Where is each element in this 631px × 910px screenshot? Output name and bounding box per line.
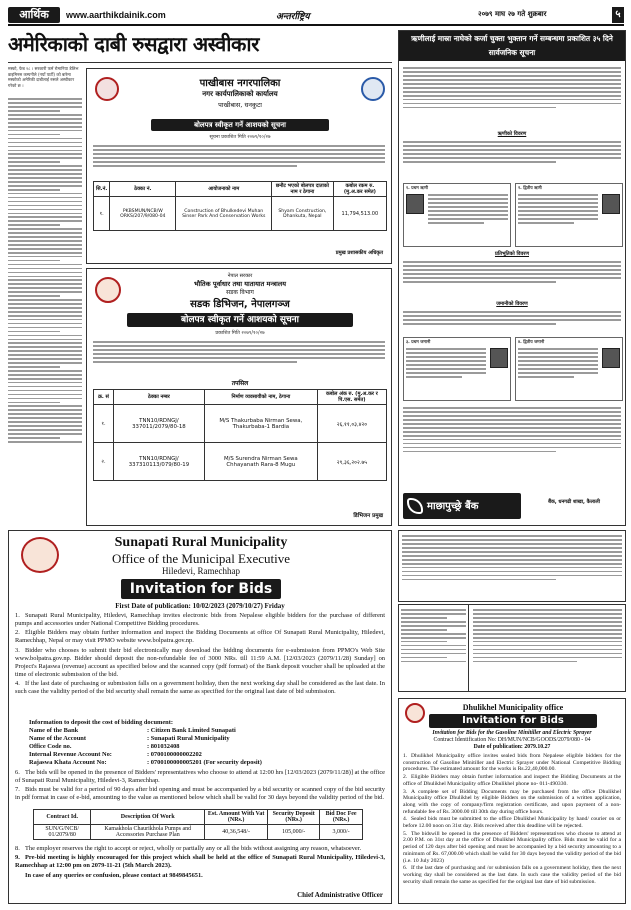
deposit-row: Office Code no. : 801032408 xyxy=(29,743,180,750)
notice-org-line: सडक डिभिजन, नेपालगञ्ज xyxy=(190,299,290,310)
schedule-label: तपसिल xyxy=(231,380,249,387)
subhead: जमानीको विवरण xyxy=(496,301,528,307)
bid-item: 9. Pre-bid meeting is highly encouraged for this project which shall be held at the office of Sunapati Rural Municipality, Hiledevi-3, Ramechhap at 12:00 pm on 2079-11-21 (5th March 2023). xyxy=(15,854,385,870)
person-photo xyxy=(602,194,620,214)
table-row: १. PKBSMUN/NCB/W ORKS/207/9/080-04 Construction of Bhulkedevi Muhan Sinser Park And Conservation Works Shyam Construction, Dhankuta, Nepal 11,794,513.00 xyxy=(94,197,387,231)
notice-signature: प्रमुख प्रशासकीय अधिकृत xyxy=(335,250,383,256)
notice-office: नगर कार्यपालिकाको कार्यालय xyxy=(202,90,278,98)
deposit-row: Rajaswa Khata Account No: : 0700100000005201 (For security deposit) xyxy=(29,759,262,766)
person-photo xyxy=(602,348,620,368)
nepal-emblem-icon xyxy=(405,703,425,723)
table-header: ठेक्का नं. xyxy=(110,182,176,197)
invitation-dhulikhel xyxy=(398,698,626,904)
person-label: २. द्वितीय ऋणी xyxy=(518,185,542,190)
person-photo xyxy=(406,194,424,214)
deposit-title: Information to deposit the cost of bidding document: xyxy=(29,719,173,726)
bid-item: 6. The bids will be opened in the presence of Bidders' representatives who choose to attend at 12:00 hrs [12/03/2023 (2079/11/28)] at the office of Sunapati Rural Municipality, Hiledevi-3, Ramechhap. xyxy=(15,769,385,785)
bid-item: 1. Sunapati Rural Municipality, Hiledevi, Ramechhap invites electronic bids from Nepalese eligible bidders for the purchase of different pumps and accessories under National Competitive Bidding procedures. xyxy=(15,612,385,628)
publication-date: Date of publication: 2079.10.27 xyxy=(473,744,551,750)
emblem-icon xyxy=(95,77,119,101)
bid-item: 2. Eligible Bidders may obtain further information and inspect the Bidding Documents at office Of Sunapati Rural Municipality, Hiledevi, Ramechhap, Nepal or may visit PPMO website www.bolpatra.gov.np. xyxy=(15,629,385,645)
nepal-emblem-icon xyxy=(95,277,121,303)
table-header: कबोल रकम रु. (मु.अ.कर समेत) xyxy=(333,182,386,197)
table-header: Description Of Work xyxy=(91,810,205,825)
bank-logo[interactable] xyxy=(403,493,521,519)
page-number: ५ xyxy=(612,7,624,23)
invitation-banner: Invitation for Bids xyxy=(121,579,281,599)
subhead: प्रतिभूतिको विवरण xyxy=(494,251,530,257)
person-label: ३. प्रथम जमानी xyxy=(406,339,431,344)
bank-notice-headline[interactable]: ऋणीलाई मास्रा नाघेको कर्जा चुक्ता भुक्तान गर्ने सम्बन्धमा प्रकाशित ३५ दिने सार्वजनिक सूचना xyxy=(399,31,625,61)
bid-item: 7. Bids must be valid for a period of 90 days after bid opening and must be accompanied by a bid security or scanned copy of the bid security in pdf format in case of e-bid, amounting to the value as mentioned below which shall be valid for 30 days beyond the validity period of the bid. xyxy=(15,786,385,802)
bid-item: 3. A complete set of Bidding Documents may be purchased from the office Dhulikhel Municipality office Dhulikhel by eligible Bidders on the submission of a written application, along with the copy of company/firm registration certificate, and upon payment of a non-refundable fee of Rs. 3000.00 till 30th day during office hours. xyxy=(403,788,621,815)
table-row: १. TNN10/RDNGJ/ 337011/2079/80-18 M/S Thakurbaba Nirman Sewa, Thakurbaba-1 Bardia २६,११,०३,४२० xyxy=(94,405,387,443)
notice-signature: डिभिजन प्रमुख xyxy=(353,513,383,519)
person-card xyxy=(403,337,511,401)
deposit-row: Name of the Account : Sunapati Rural Municipality xyxy=(29,735,230,742)
notice-date: सूचना प्रकाशित मिति २०७९/१०/२७ xyxy=(209,135,271,140)
notice-org-line: सडक विभाग xyxy=(226,289,254,296)
person-card xyxy=(403,183,511,247)
contract-id: Contract Identification No: DH/MUN/NCB/GOODS/2079/080 - 04 xyxy=(433,737,591,743)
section-label: अन्तर्राष्ट्रिय xyxy=(276,12,310,22)
bank-branch: बैंक, धनगढी शाखा, कैलाली xyxy=(548,499,600,505)
table-row: SUN/G/NCB/ 01/2079/80 Kamakhola Chaurikhola Pumps and Accessories Purchase Plan 40,36,548/- 105,000/- 3,000/- xyxy=(34,825,363,840)
bid-item: 2. Eligible Bidders may obtain further information and inspect the Bidding Documents at the office of Dhulikhel Municipality office Dhulikhel phone no- 011-490330. xyxy=(403,774,621,787)
table-header: क्र. सं xyxy=(94,390,114,405)
award-table xyxy=(93,389,387,481)
nepali-notice-table xyxy=(398,604,626,692)
table-header: सि.नं. xyxy=(94,182,110,197)
masthead xyxy=(8,6,624,26)
table-header: Est. Amount With Vat (NRs.) xyxy=(205,810,268,825)
masthead-url[interactable]: www.aarthikdainik.com xyxy=(66,10,166,20)
table-header: आयोजनाको नाम xyxy=(176,182,272,197)
subhead: ऋणीको विवरण xyxy=(497,131,527,137)
notice-pakhibas xyxy=(86,68,392,264)
invitation-org: Dhulikhel Municipality office xyxy=(462,703,564,712)
bid-item: 4. If the last date of purchasing or submission falls on a government holiday, then the next working day shall be considered as the last date. In such case the validity period of the bid security shall remain the same as specified for the original last date of bid submission. xyxy=(15,680,385,696)
person-label: ४. द्वितीय जमानी xyxy=(518,339,545,344)
publication-date: First Date of publication: 10/02/2023 (2079/10/27) Friday xyxy=(115,602,285,610)
deposit-info xyxy=(29,719,379,767)
notice-place: पाखीबास, धनकुटा xyxy=(218,101,262,109)
fish-tail-icon xyxy=(407,498,423,514)
table-row: २. TNN10/RDNGJ/ 337310113/079/80-19 M/S Surendra Nirman Sewa Chhayanath Rara-8 Mugu २९,३६,२०२.७५ xyxy=(94,443,387,481)
bank-notice xyxy=(398,30,626,526)
invitation-office: Office of the Municipal Executive xyxy=(111,551,291,566)
notice-date: प्रकाशित मिति २०७९/१०/२७ xyxy=(215,331,265,336)
person-card xyxy=(515,337,623,401)
notice-banner: बोलपत्र स्वीकृत गर्ने आशयको सूचना xyxy=(151,119,329,131)
person-card xyxy=(515,183,623,247)
contact-line: In case of any queries or confusion, please contact at 9849845651. xyxy=(25,871,203,879)
table-header: कबोल अंक रु. (मु.अ.कर र पि.एस. समेत) xyxy=(317,390,386,405)
award-table xyxy=(93,181,387,231)
masthead-logo[interactable]: आर्थिक xyxy=(8,7,60,23)
invitation-signature: Chief Administrative Officer xyxy=(297,891,383,899)
notice-org-line: भौतिक पूर्वाधार तथा यातायात मन्त्रालय xyxy=(193,280,286,288)
issue-date: २०७९ माघ २७ गते शुक्रबार xyxy=(478,10,547,18)
bid-item: 6. If the last date of purchasing and /or submission falls on a government holiday, then the next working day shall be considered as the last date. In such case the validity period of the bid security shall remain the same as specified for the original last date of bid submission. xyxy=(403,865,621,885)
invitation-org: Sunapati Rural Municipality xyxy=(114,535,288,550)
table-header: निर्माण व्यवसायीको नाम, ठेगाना xyxy=(204,390,317,405)
bid-item: 4. Sealed bids must be submitted to the office Dhulikhel Municipality by hand/ courier on or before 12.00 noon on 31st day. Bids received after this deadline will be rejected. xyxy=(403,816,621,830)
person-label: १. प्रथम ऋणी xyxy=(406,185,428,190)
nepal-emblem-icon xyxy=(21,537,59,573)
notice-banner: बोलपत्र स्वीकृत गर्ने आशयको सूचना xyxy=(127,313,353,327)
deposit-row: Internal Revenue Account No: : 0700100000002202 xyxy=(29,751,202,758)
bid-item: 3. Bidder who chooses to submit their bid electronically may download the bidding documents for e-submission from PPMO's Web Site www.bolpatra.gov.np. Bidder should deposit the non-refundable fee of 3000 NRs. till 11:59 A.M. [12/03/2023 (2079/11/28) Sunday] on Project's Rajaswa (revenue) account as specified below and the scanned copy (pdf format) of the Bank deposit voucher shall be uploaded at the time of electronic submission of the bid. xyxy=(15,646,385,679)
notice-org: पाखीबास नगरपालिका xyxy=(199,78,281,89)
news-column xyxy=(8,66,82,528)
bank-name: माछापुच्छ्रे बैंक xyxy=(427,501,479,512)
table-header: ठेक्का नम्बर xyxy=(114,390,205,405)
invitation-subtitle: Invitation for Bids for the Gasoline Minitiller and Electric Sprayer xyxy=(432,730,592,736)
notice-org-line: नेपाल सरकार xyxy=(227,273,253,279)
emblem-icon xyxy=(361,77,385,101)
notice-road-division xyxy=(86,268,392,526)
deposit-row: Name of the Bank : Citizen Bank Limited Sunapati xyxy=(29,727,236,734)
invitation-place: Hiledevi, Ramechhap xyxy=(162,566,240,576)
invitation-sunapati xyxy=(8,530,392,904)
invitation-banner: Invitation for Bids xyxy=(429,714,597,728)
person-photo xyxy=(490,348,508,368)
nepali-notice xyxy=(398,530,626,602)
contract-table xyxy=(33,809,363,840)
bid-item: 1. Dhulikhel Municipality office invites sealed bids from Nepalese eligible bidders for the construction of Gasoline Minitiller and Electric Sprayer under National Competitive Bidding procedures. The estimated amount for the works is Rs.22,40,000.00. xyxy=(403,753,621,773)
table-header: छनौट भएको बोलपत्र दाताको नाम र ठेगाना xyxy=(272,182,334,197)
news-opening: मस्को, फेब २८ । सरकारी फर्म रोमानिया डेलिभ डाइमिनस कम्पनीले (नयाँ पार्टी) को बारेमा मस्कोको अमेरिकी दाबीलाई रुसले अस्वीकार गरेको छ । xyxy=(8,66,79,88)
lead-headline[interactable]: अमेरिकाको दाबी रुसद्वारा अस्वीकार xyxy=(8,32,259,56)
table-header: Security Deposit (NRs.) xyxy=(268,810,320,825)
table-header: Bid Doc Fee (NRs.) xyxy=(320,810,363,825)
bid-item: 5. The bidswill be opened in the presence of Bidders' representatives who choose to attend at 2.00 P.M. on 31st day at the office of Dhulikhel Municipality office. Bids must be valid for a period of 120 days after bid opening and must be accompanied by a bid security amounting to a minimum of Rs. 67,000.00 which shall be valid for 30 days beyond the validity period of the bid (i.e. 10 July 2023) xyxy=(403,830,621,864)
bid-item: 8. The employer reserves the right to accept or reject, wholly or partially any or all the bids without assigning any reason, whatsoever. xyxy=(15,845,362,852)
table-header: Contract Id. xyxy=(34,810,91,825)
